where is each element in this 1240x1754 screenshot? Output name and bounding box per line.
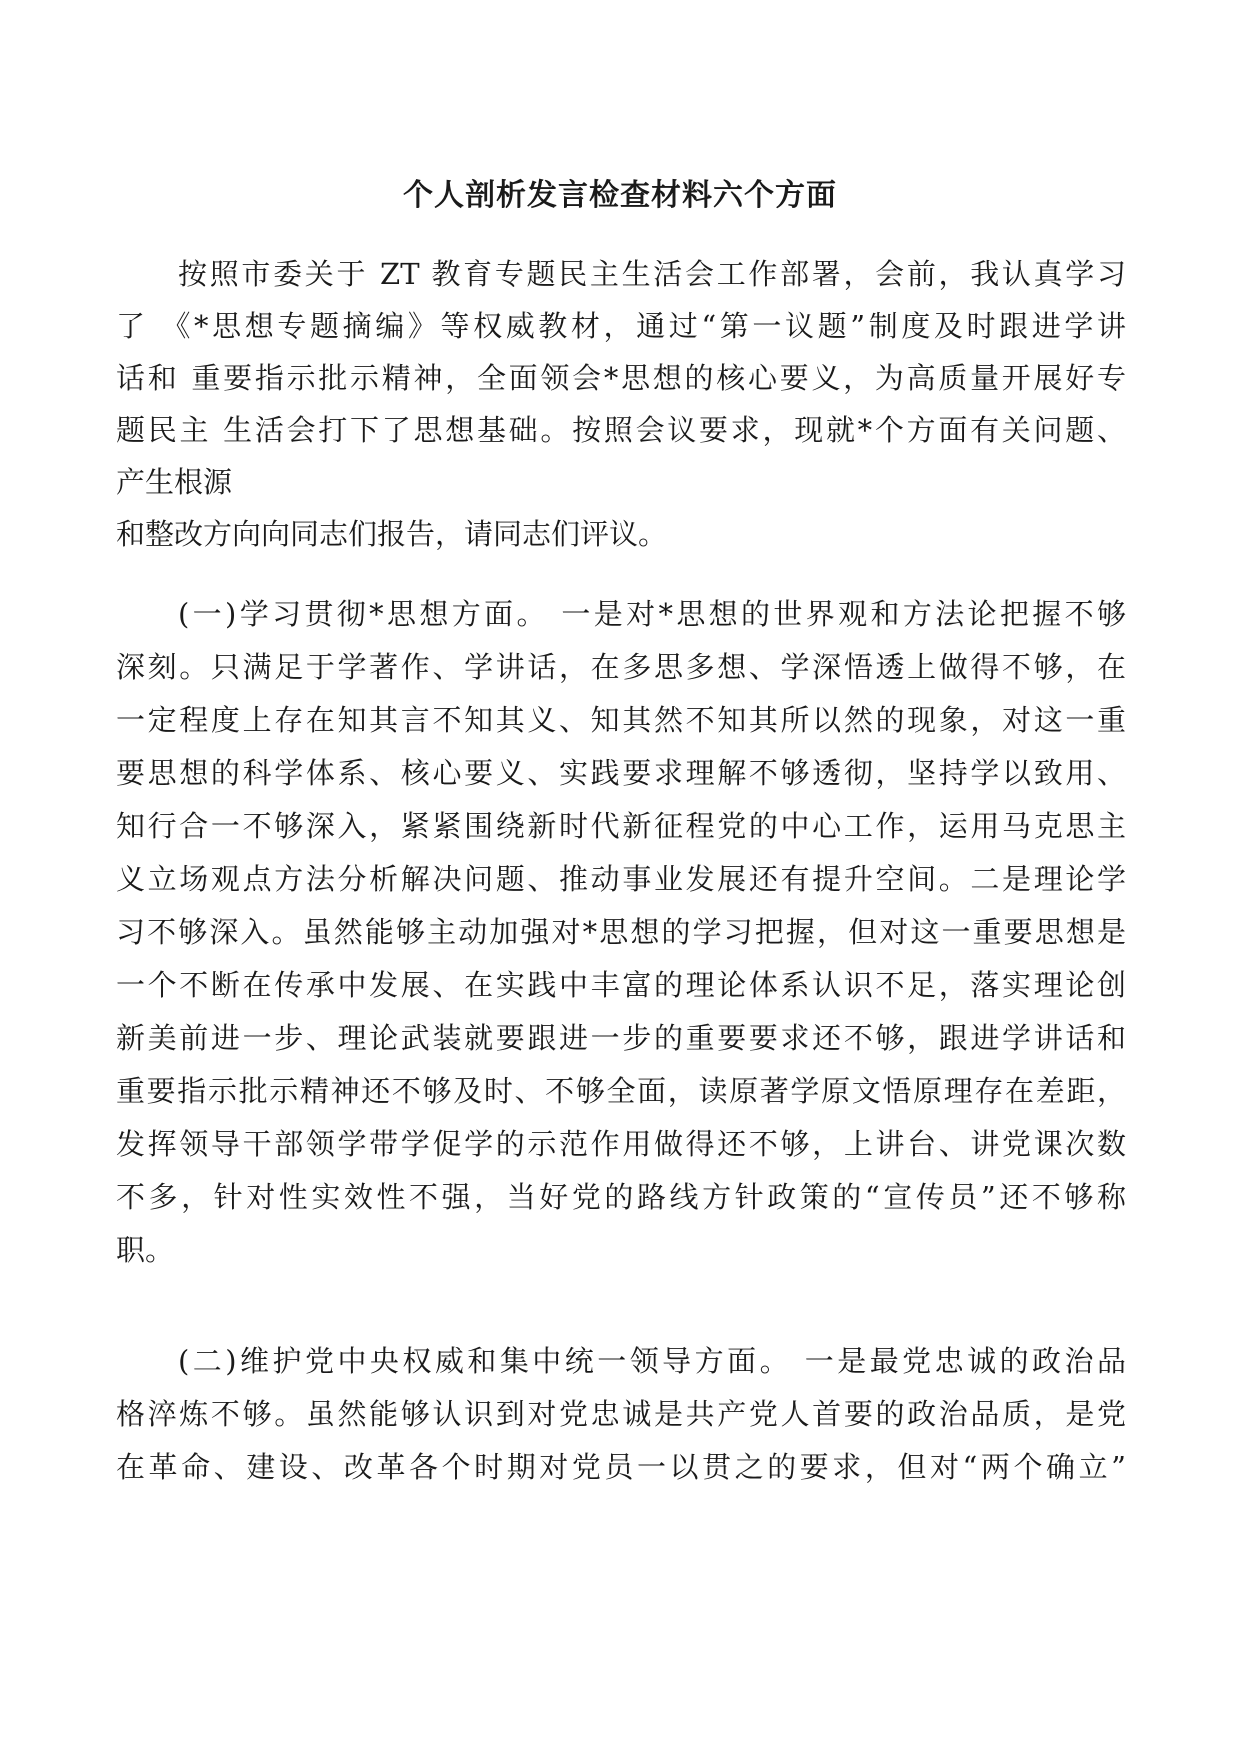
text-line: 职。 <box>116 1233 175 1267</box>
text-line: 了 《*思想专题摘编》等权威教材，通过“第一议题”制度及时跟进学讲 <box>116 309 1126 343</box>
text-line: 新美前进一步、理论武装就要跟进一步的重要要求还不够，跟进学讲话和 <box>116 1021 1126 1055</box>
text-line: 要思想的科学体系、核心要义、实践要求理解不够透彻，坚持学以致用、 <box>116 756 1126 790</box>
text-line: 话和 重要指示批示精神，全面领会*思想的核心要义，为高质量开展好专 <box>116 361 1126 395</box>
text-line: 在革命、建设、改革各个时期对党员一以贯之的要求，但对“两个确立” <box>116 1450 1126 1484</box>
text-line: 格淬炼不够。虽然能够认识到对党忠诚是共产党人首要的政治品质，是党 <box>116 1397 1126 1431</box>
text-line: 知行合一不够深入，紧紧围绕新时代新征程党的中心工作，运用马克思主 <box>116 809 1126 843</box>
text-line: 义立场观点方法分析解决问题、推动事业发展还有提升空间。二是理论学 <box>116 862 1126 896</box>
text-line: 深刻。只满足于学著作、学讲话，在多思多想、学深悟透上做得不够，在 <box>116 650 1126 684</box>
text-line: 题民主 生活会打下了思想基础。按照会议要求，现就*个方面有关问题、 <box>116 413 1126 447</box>
text-line: 一个不断在传承中发展、在实践中丰富的理论体系认识不足，落实理论创 <box>116 968 1126 1002</box>
text-line: 不多，针对性实效性不强，当好党的路线方针政策的“宣传员”还不够称 <box>116 1180 1126 1214</box>
text-line: (二)维护党中央权威和集中统一领导方面。 一是最党忠诚的政治品 <box>178 1344 1126 1378</box>
text-line: 按照市委关于 ZT 教育专题民主生活会工作部署，会前，我认真学习 <box>178 257 1126 291</box>
text-line: (一)学习贯彻*思想方面。 一是对*思想的世界观和方法论把握不够 <box>178 597 1126 631</box>
document-title: 个人剖析发言检查材料六个方面 <box>403 178 837 213</box>
text-line: 发挥领导干部领学带学促学的示范作用做得还不够，上讲台、讲党课次数 <box>116 1127 1126 1161</box>
section-1-paragraph <box>116 588 1126 1277</box>
text-line: 重要指示批示精神还不够及时、不够全面，读原著学原文悟原理存在差距， <box>116 1074 1126 1108</box>
intro-paragraph <box>116 248 1126 560</box>
text-line: 习不够深入。虽然能够主动加强对*思想的学习把握，但对这一重要思想是 <box>116 915 1126 949</box>
text-line: 一定程度上存在知其言不知其义、知其然不知其所以然的现象，对这一重 <box>116 703 1126 737</box>
text-line: 产生根源 <box>116 465 233 499</box>
text-line: 和整改方向向同志们报告，请同志们评议。 <box>116 517 668 551</box>
section-2-paragraph <box>116 1335 1126 1494</box>
